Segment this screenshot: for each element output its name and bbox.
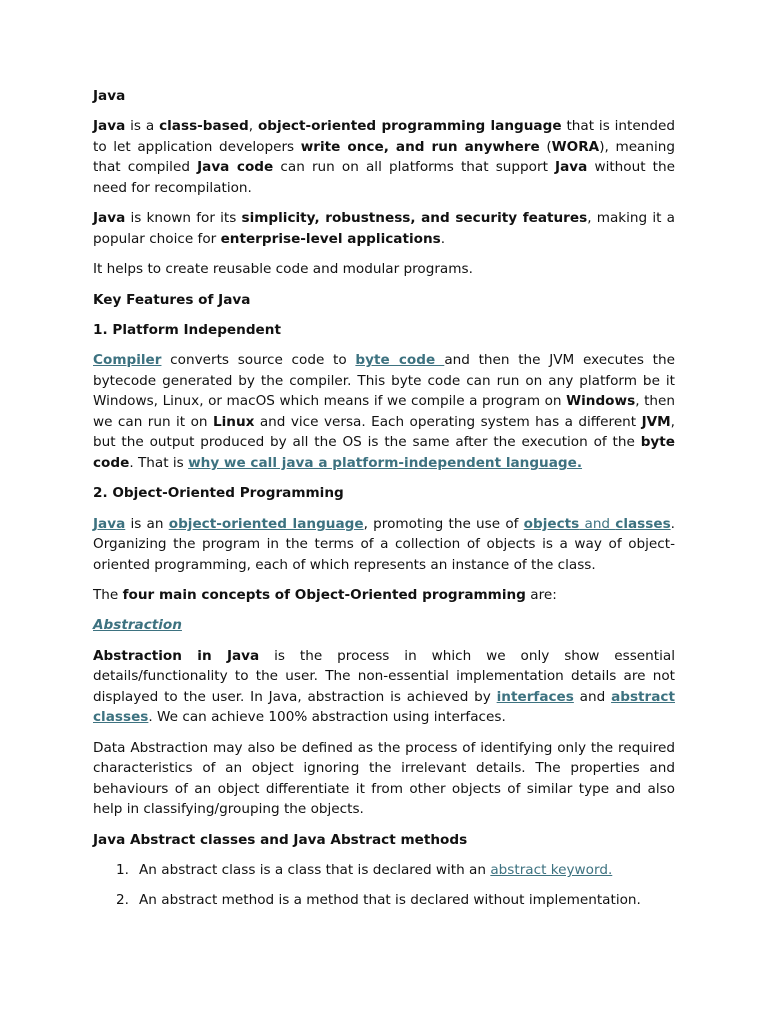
platform-paragraph [93, 350, 675, 474]
four-concepts-paragraph [93, 585, 675, 606]
and-link[interactable]: and [579, 515, 616, 532]
reusable-paragraph: It helps to create reusable code and modular programs. [93, 261, 473, 278]
jvm-bold: JVM [641, 413, 671, 430]
intro-wora-phrase: write once, and run anywhere [300, 138, 540, 155]
text-span: . Organizing the program in the terms of a collection of objects is a way of object-oriented programming, each of which represents an instance of the class. [93, 515, 675, 573]
text-span: The [93, 587, 123, 604]
known-for-paragraph [93, 208, 675, 249]
abstraction-in-java-bold: Abstraction in Java [93, 647, 260, 664]
compiler-link[interactable]: Compiler [93, 352, 162, 369]
java-link[interactable]: Java [93, 515, 126, 532]
object-oriented-language-link[interactable]: object-oriented language [168, 515, 364, 532]
four-concepts-bold: four main concepts of Object-Oriented programming [122, 587, 526, 604]
abstract-keyword-link[interactable]: abstract keyword. [490, 862, 613, 879]
list-item-text: An abstract class is a class that is declared with an [139, 862, 491, 879]
objects-link[interactable]: objects [523, 515, 580, 532]
text-span: , making it a popular choice for [93, 210, 675, 247]
key-features-heading: Key Features of Java [93, 291, 251, 308]
abstract-classes-methods-heading: Java Abstract classes and Java Abstract methods [93, 831, 468, 848]
text-span: . We can achieve 100% abstraction using interfaces. [148, 709, 506, 726]
known-java-bold: Java [93, 210, 126, 227]
text-span: , [248, 118, 258, 135]
list-item [93, 890, 675, 911]
intro-paragraph [93, 116, 675, 198]
text-span: that is intended to let application developers [93, 118, 675, 155]
list-item-number: 1. [116, 862, 129, 879]
abstraction-paragraph [93, 646, 675, 728]
data-abstraction-paragraph: Data Abstraction may also be defined as the process of identifying only the required characteristics of an object ignoring the irrelevant details. The properties and behaviours of an object differentiate it from other objects of similar type and also help in classifying/grouping the objects. [93, 739, 675, 818]
platform-independent-link[interactable]: why we call java a platform-independent language. [188, 455, 583, 472]
text-span: , but the output produced by all the OS is the same after the execution of the [93, 413, 675, 451]
text-span: and then the JVM executes the bytecode generated by the compiler. This byte code can run on any platform be it Windows, Linux, or macOS which means if we compile a program on [93, 352, 675, 410]
oop-heading: 2. Object-Oriented Programming [93, 485, 344, 502]
text-span: , promoting the use of [363, 515, 524, 532]
intro-java-bold: Java [93, 118, 126, 135]
text-span: converts source code to [161, 352, 356, 369]
list-item [93, 860, 675, 881]
oop-paragraph [93, 514, 675, 576]
document-page [93, 86, 675, 921]
byte-code-link[interactable]: byte code [355, 352, 445, 369]
intro-oop-language: object-oriented programming language [257, 118, 562, 135]
text-span: is known for its [125, 210, 242, 227]
text-span: and [573, 688, 612, 705]
intro-wora: WORA [551, 138, 600, 155]
document-title: Java [93, 88, 126, 104]
text-span: , then we can run it on [93, 393, 675, 430]
abstract-list [93, 860, 675, 911]
text-span: without the need for recompilation. [93, 159, 675, 197]
known-enterprise-bold: enterprise-level applications [220, 230, 441, 247]
text-span: is a [125, 118, 160, 135]
text-span: can run on all platforms that support [273, 159, 556, 176]
intro-class-based: class-based [159, 118, 249, 135]
abstraction-link[interactable]: Abstraction [93, 617, 182, 634]
text-span: . [440, 230, 446, 247]
platform-independent-heading: 1. Platform Independent [93, 321, 281, 338]
text-span: . That is [129, 455, 189, 472]
bytecode-bold: byte code [93, 434, 675, 472]
text-span: and vice versa. Each operating system has a different [254, 413, 642, 430]
list-item-text: An abstract method is a method that is declared without implementation. [139, 892, 641, 909]
text-span: ), meaning that compiled [93, 138, 676, 176]
classes-link[interactable]: classes [615, 515, 671, 532]
intro-java-code: Java code [197, 159, 274, 176]
text-span: is the process in which we only show essential details/functionality to the user. The non-essential implementation details are not displayed to the user. In Java, abstraction is achieved by [93, 647, 675, 705]
windows-bold: Windows [566, 393, 636, 410]
known-features-bold: simplicity, robustness, and security features [241, 210, 588, 227]
linux-bold: Linux [212, 413, 255, 430]
interfaces-link[interactable]: interfaces [496, 688, 574, 705]
abstraction-link-paragraph [93, 615, 675, 636]
text-span: is an [125, 515, 169, 532]
list-item-number: 2. [116, 892, 129, 909]
abstract-classes-link[interactable]: abstract classes [93, 688, 675, 726]
intro-java-bold-2: Java [555, 159, 588, 176]
text-span: are: [525, 587, 557, 604]
text-span: ( [539, 138, 552, 155]
